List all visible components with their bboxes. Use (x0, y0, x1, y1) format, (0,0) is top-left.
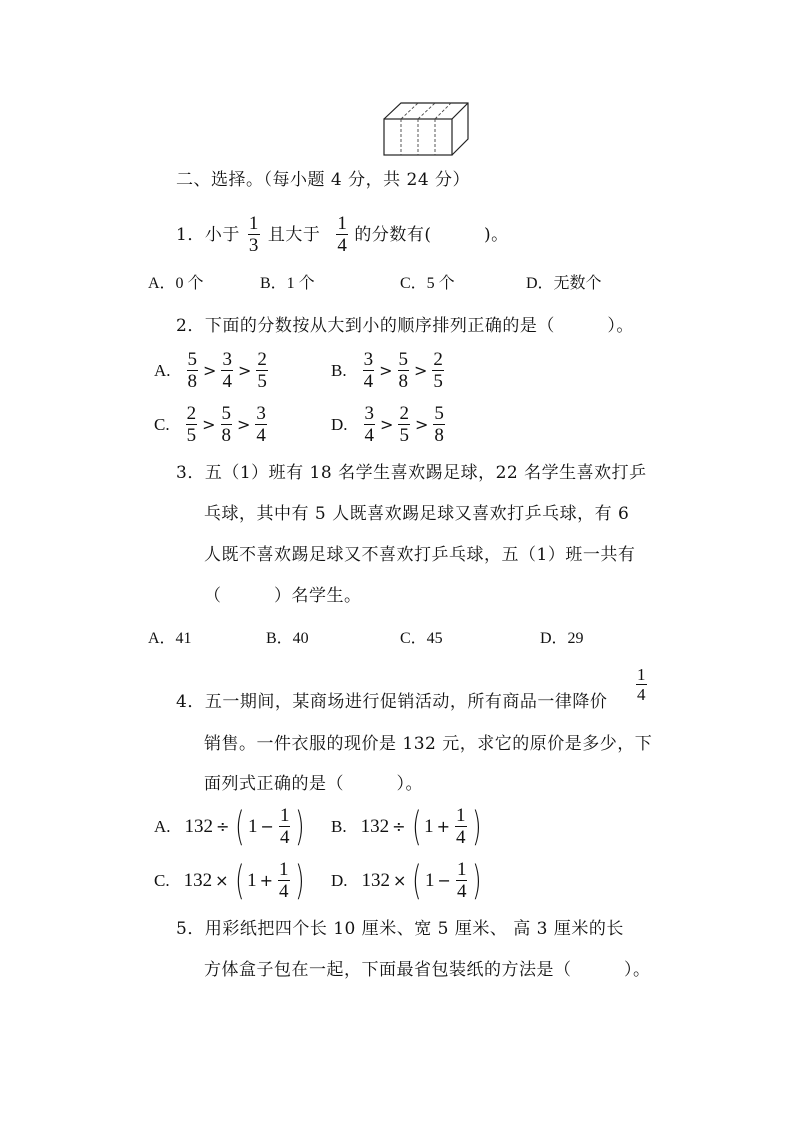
q1-fraction-2: $\frac{1}{4}$ (337, 213, 348, 256)
q4-option-d[interactable]: D. 132 × ( 1 − $\frac{1}{4}$ ) (331, 857, 482, 904)
q2-option-c[interactable]: C. $\frac{2}{5}$ > $\frac{5}{8}$ > $\frac{3}{4}$ (154, 403, 266, 446)
q2-option-b[interactable]: B. $\frac{3}{4}$ > $\frac{5}{8}$ > $\frac{2}{5}$ (331, 349, 443, 392)
q1-option-c[interactable]: C．5 个 (400, 275, 455, 292)
q2-label-b: B. (331, 360, 347, 380)
cuboid-figure (381, 100, 471, 158)
q4-line-1: 4．五一期间，某商场进行促销活动，所有商品一律降价 (176, 692, 608, 712)
q3-line-2: 乓球，其中有 5 人既喜欢踢足球又喜欢打乒乓球，有 6 (204, 504, 630, 524)
q2-option-a[interactable]: A. $\frac{5}{8}$ > $\frac{3}{4}$ > $\frac{2}{5}$ (154, 349, 267, 392)
q3-line-1: 3．五（1）班有 18 名学生喜欢踢足球，22 名学生喜欢打乒 (176, 463, 647, 483)
q4-line-2: 销售。一件衣服的现价是 132 元，求它的原价是多少，下 (204, 734, 653, 754)
q2-label-a: A. (154, 360, 171, 380)
q5-line-2: 方体盒子包在一起，下面最省包装纸的方法是（ ）。 (204, 960, 651, 980)
q4-option-c[interactable]: C. 132 × ( 1 + $\frac{1}{4}$ ) (154, 857, 305, 904)
q3-option-d[interactable]: D．29 (540, 630, 584, 647)
q2-option-d[interactable]: D. $\frac{3}{4}$ > $\frac{2}{5}$ > $\frac{5}{8}$ (331, 403, 444, 446)
q3-line-3: 人既不喜欢踢足球又不喜欢打乒乓球，五（1）班一共有 (204, 545, 636, 565)
q4-fraction: $\frac{1}{4}$ (637, 665, 646, 704)
q3-option-c[interactable]: C．45 (400, 630, 443, 647)
section-title: 二、选择。（每小题 4 分，共 24 分） (176, 170, 471, 190)
q1-option-b[interactable]: B．1 个 (260, 275, 315, 292)
q5-line-1: 5．用彩纸把四个长 10 厘米、宽 5 厘米、 高 3 厘米的长 (176, 919, 624, 939)
q1-option-d[interactable]: D．无数个 (526, 275, 602, 292)
question-1 (176, 214, 509, 255)
q1-fraction-1: $\frac{1}{3}$ (248, 213, 259, 256)
q4-label-c: C. (154, 870, 170, 890)
q1-pre: 小于 (204, 224, 240, 245)
q1-option-a[interactable]: A．0 个 (148, 275, 204, 292)
q2-label-c: C. (154, 414, 170, 434)
q1-post: 的分数有( )。 (354, 224, 509, 245)
q4-option-a[interactable]: A. 132 ÷ ( 1 − $\frac{1}{4}$ ) (154, 803, 305, 850)
question-2-stem: 2．下面的分数按从大到小的顺序排列正确的是（ ）。 (176, 316, 634, 336)
q1-mid: 且大于 (267, 224, 321, 245)
q3-option-a[interactable]: A．41 (148, 630, 192, 647)
q4-label-b: B. (331, 816, 347, 836)
q3-line-4: （ ）名学生。 (204, 586, 362, 606)
q4-label-d: D. (331, 870, 348, 890)
q1-number: 1． (176, 224, 205, 245)
q3-option-b[interactable]: B．40 (266, 630, 309, 647)
q4-line-3: 面列式正确的是（ ）。 (204, 774, 423, 794)
q4-label-a: A. (154, 816, 171, 836)
q4-option-b[interactable]: B. 132 ÷ ( 1 + $\frac{1}{4}$ ) (331, 803, 482, 850)
q2-label-d: D. (331, 414, 348, 434)
